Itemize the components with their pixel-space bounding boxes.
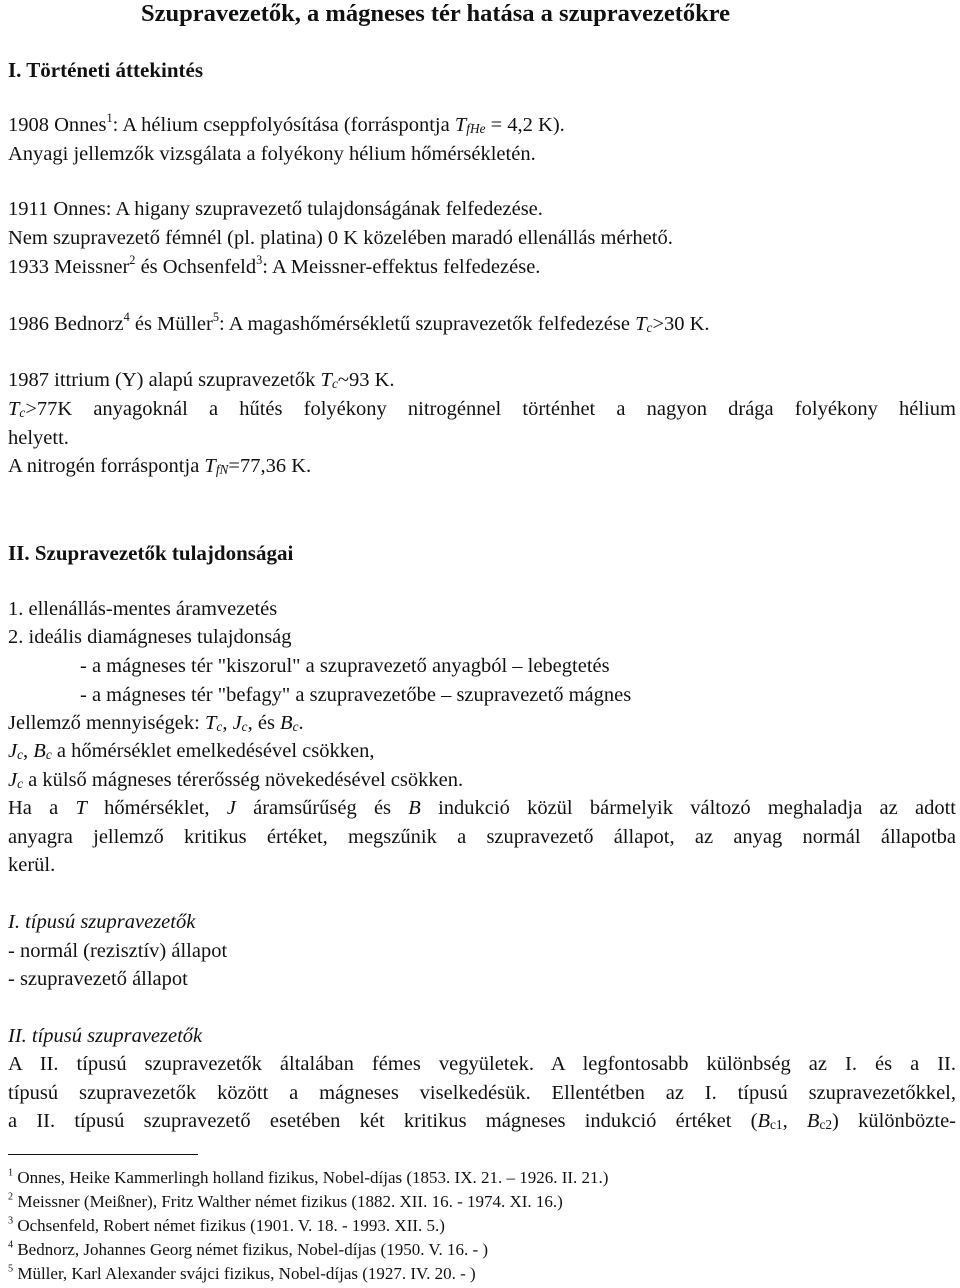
footnote-1: $^1$ Onnes, Heike Kammerlingh holland fizikus, Nobel-díjas (1853. IX. 21. – 1926. II. 21.) bbox=[8, 1167, 609, 1187]
paragraph-meissner-1933: 1933 Meissner$^2$ és Ochsenfeld$^3$: A Meissner-effektus felfedezése. bbox=[8, 252, 541, 278]
paragraph-jc: $J_c$ a külső mágneses térerősség növekedésével csökken. bbox=[8, 769, 464, 791]
paragraph-anyagi: Anyagi jellemzők vizsgálata a folyékony hélium hőmérsékletén. bbox=[8, 143, 536, 165]
footnote-3: $^3$ Ochsenfeld, Robert német fizikus (1901. V. 18. - 1993. XII. 5.) bbox=[8, 1215, 445, 1235]
paragraph-jc-bc: $J_c$, $B_c$ a hőmérséklet emelkedésével csökken, bbox=[8, 740, 375, 762]
footnote-ref: 2 bbox=[129, 252, 136, 267]
footnote-ref: 4 bbox=[123, 309, 130, 324]
paragraph-onnes-1908: 1908 Onnes$^1$: A hélium cseppfolyósítása (forráspontja $T_{fHe} = 4,2$ K). bbox=[8, 110, 565, 136]
footnote-2: $^2$ Meissner (Meißner), Fritz Walther német fizikus (1882. XII. 16. - 1974. XI. 16.) bbox=[8, 1191, 563, 1211]
footnote-ref: 5 bbox=[212, 309, 220, 324]
type2-line3: a II. típusú szupravezető esetében két kritikus mágneses indukció értéket ($B_{c1}$, $B_{c2}$) különbözte- bbox=[8, 1110, 956, 1132]
paragraph-ha-line1: Ha a T hőmérséklet, J áramsűrűség és B indukció közül bármelyik változó meghaladja az adott bbox=[8, 797, 956, 819]
list-item-1: 1. ellenállás-mentes áramvezetés bbox=[8, 598, 278, 620]
sub-item-befagy: - a mágneses tér "befagy" a szupravezetőbe – szupravezető mágnes bbox=[80, 684, 632, 706]
footnote-4: $^4$ Bednorz, Johannes Georg német fizikus, Nobel-díjas (1950. V. 16. - ) bbox=[8, 1239, 489, 1259]
sub-item-kiszorul: - a mágneses tér "kiszorul" a szupravezető anyagból – lebegtetés bbox=[80, 655, 610, 677]
paragraph-tc77-line2: helyett. bbox=[8, 427, 69, 449]
paragraph-nitrogen: A nitrogén forráspontja $T_{fN}=77,36$ K. bbox=[8, 455, 312, 477]
section-heading-properties: II. Szupravezetők tulajdonságai bbox=[8, 541, 294, 565]
footnote-ref: 1 bbox=[106, 110, 113, 125]
type2-line2: típusú szupravezetők között a mágneses viselkedésük. Ellentétben az I. típusú szupravezetőkkel, bbox=[8, 1082, 956, 1104]
paragraph-jellemzo: Jellemző mennyiségek: $T_c$, $J_c$, és $B_c$. bbox=[8, 712, 304, 734]
paragraph-ha-line2: anyagra jellemző kritikus értéket, megszűnik a szupravezető állapot, az anyag normál állapotba bbox=[8, 826, 956, 848]
paragraph-tc77-line1: $T_c>77K$ anyagoknál a hűtés folyékony nitrogénnel történhet a nagyon drága folyékony hélium bbox=[8, 398, 956, 420]
type2-heading: II. típusú szupravezetők bbox=[8, 1025, 203, 1047]
type1-normal: - normál (rezisztív) állapot bbox=[8, 940, 228, 962]
type2-line1: A II. típusú szupravezetők általában fémes vegyületek. A legfontosabb különbség az I. és a II. bbox=[8, 1053, 956, 1075]
footnote-ref: 3 bbox=[256, 252, 263, 267]
paragraph-onnes-1911: 1911 Onnes: A higany szupravezető tulajdonságának felfedezése. bbox=[8, 198, 543, 220]
page-title: Szupravezetők, a mágneses tér hatása a szupravezetőkre bbox=[141, 0, 731, 27]
paragraph-bednorz-1986: 1986 Bednorz$^4$ és Müller$^5$: A magashőmérsékletű szupravezetők felfedezése $T_c>30$ K. bbox=[8, 309, 710, 335]
footnote-separator bbox=[8, 1154, 198, 1155]
section-heading-history: I. Történeti áttekintés bbox=[8, 58, 203, 82]
footnote-5: $^5$ Müller, Karl Alexander svájci fizikus, Nobel-díjas (1927. IV. 20. - ) bbox=[8, 1263, 476, 1283]
list-item-2: 2. ideális diamágneses tulajdonság bbox=[8, 626, 292, 648]
paragraph-ittrium-1987: 1987 ittrium (Y) alapú szupravezetők $T_c\sim 93$ K. bbox=[8, 369, 395, 391]
type1-heading: I. típusú szupravezetők bbox=[8, 911, 196, 933]
paragraph-ha-line3: kerül. bbox=[8, 854, 56, 876]
paragraph-platina: Nem szupravezető fémnél (pl. platina) 0 K közelében maradó ellenállás mérhető. bbox=[8, 227, 673, 249]
type1-szupra: - szupravezető állapot bbox=[8, 968, 188, 990]
